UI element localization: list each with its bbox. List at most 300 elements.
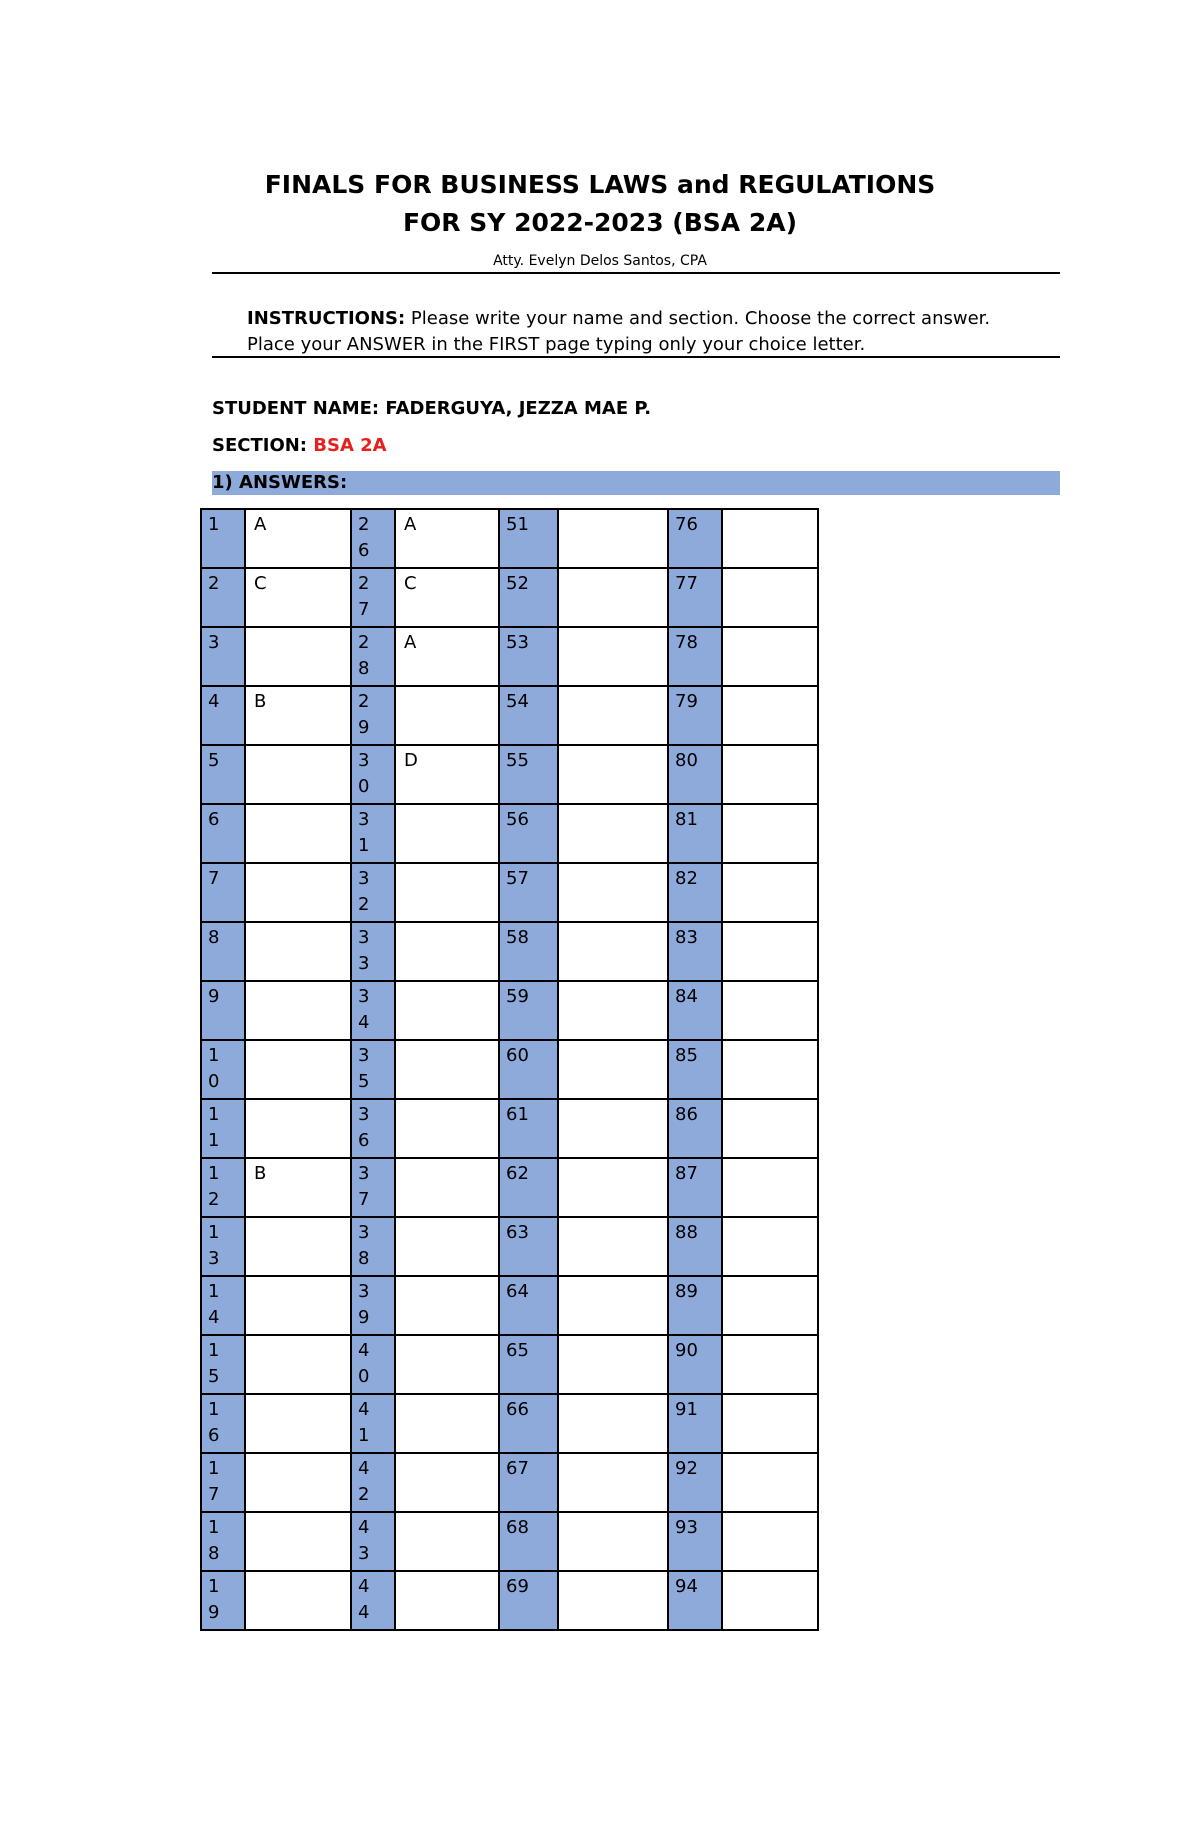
- question-number: 28: [358, 632, 370, 679]
- question-number: 16: [208, 1399, 220, 1446]
- question-number-cell: [668, 1453, 722, 1512]
- question-number: 43: [358, 1517, 370, 1564]
- answer-cell[interactable]: [558, 568, 668, 627]
- answer-value: A: [254, 514, 267, 535]
- answer-cell[interactable]: [722, 568, 818, 627]
- question-number: 59: [506, 986, 529, 1007]
- answer-value: [559, 1454, 667, 1456]
- answer-value: [396, 1277, 498, 1279]
- answer-value: [723, 1041, 817, 1043]
- author-line: Atty. Evelyn Delos Santos, CPA: [493, 253, 707, 269]
- question-number: 54: [506, 691, 529, 712]
- question-number-cell: [201, 1040, 245, 1099]
- answer-row: [201, 981, 818, 1040]
- answer-grid: [200, 508, 819, 1631]
- question-number: 8: [208, 927, 220, 948]
- answer-cell[interactable]: [245, 745, 351, 804]
- answer-value: B: [254, 691, 267, 712]
- answer-cell[interactable]: [558, 627, 668, 686]
- answer-value: [396, 805, 498, 807]
- question-number: 91: [675, 1399, 698, 1420]
- question-number: 41: [358, 1399, 370, 1446]
- question-number-cell: [201, 1394, 245, 1453]
- answer-row: [201, 627, 818, 686]
- answer-cell[interactable]: [558, 1335, 668, 1394]
- question-number: 66: [506, 1399, 529, 1420]
- answer-value: [396, 982, 498, 984]
- answer-cell[interactable]: [245, 1394, 351, 1453]
- question-number-cell: [499, 981, 558, 1040]
- question-number-cell: [351, 1217, 395, 1276]
- answer-cell[interactable]: [245, 1040, 351, 1099]
- answer-cell[interactable]: [245, 863, 351, 922]
- question-number: 39: [358, 1281, 370, 1328]
- answer-cell[interactable]: [245, 1099, 351, 1158]
- question-number-cell: [668, 1276, 722, 1335]
- answer-cell[interactable]: [395, 745, 499, 804]
- answer-cell[interactable]: [558, 509, 668, 568]
- answer-value: [396, 1454, 498, 1456]
- question-number: 38: [358, 1222, 370, 1269]
- question-number-cell: [201, 686, 245, 745]
- answer-value: [559, 982, 667, 984]
- instructions-text: Please write your name and section. Choose the correct answer. Place your ANSWER in the FIRST page typing only your choice letter.: [247, 308, 991, 355]
- answer-cell[interactable]: [395, 922, 499, 981]
- answer-cell[interactable]: [245, 804, 351, 863]
- answer-value: [396, 687, 498, 689]
- answer-value: [396, 1395, 498, 1397]
- question-number: 64: [506, 1281, 529, 1302]
- answer-cell[interactable]: [245, 1335, 351, 1394]
- question-number: 67: [506, 1458, 529, 1479]
- answer-cell[interactable]: [395, 1571, 499, 1630]
- question-number-cell: [668, 922, 722, 981]
- answer-cell[interactable]: [558, 1394, 668, 1453]
- question-number: 9: [208, 986, 220, 1007]
- question-number-cell: [201, 1335, 245, 1394]
- answer-cell[interactable]: [395, 509, 499, 568]
- question-number-cell: [351, 922, 395, 981]
- question-number-cell: [668, 1394, 722, 1453]
- answer-row: [201, 922, 818, 981]
- answer-cell[interactable]: [558, 686, 668, 745]
- question-number-cell: [499, 1276, 558, 1335]
- question-number-cell: [351, 1099, 395, 1158]
- answer-row: [201, 1512, 818, 1571]
- question-number-cell: [668, 863, 722, 922]
- answer-value: [723, 864, 817, 866]
- question-number-cell: [201, 1099, 245, 1158]
- answer-row: [201, 1394, 818, 1453]
- answer-value: [396, 1218, 498, 1220]
- question-number: 78: [675, 632, 698, 653]
- question-number-cell: [201, 922, 245, 981]
- question-number-cell: [668, 804, 722, 863]
- question-number: 11: [208, 1104, 220, 1151]
- answer-cell[interactable]: [722, 922, 818, 981]
- question-number-cell: [499, 922, 558, 981]
- answer-cell[interactable]: [558, 1158, 668, 1217]
- question-number: 94: [675, 1576, 698, 1597]
- question-number: 89: [675, 1281, 698, 1302]
- answer-cell[interactable]: [245, 1453, 351, 1512]
- answer-cell[interactable]: [722, 863, 818, 922]
- question-number-cell: [351, 1453, 395, 1512]
- answer-cell[interactable]: [558, 1217, 668, 1276]
- answer-row: [201, 568, 818, 627]
- question-number: 44: [358, 1576, 370, 1623]
- answer-value: [723, 923, 817, 925]
- answer-value: [396, 1572, 498, 1574]
- answer-value: [559, 1395, 667, 1397]
- answer-value: [246, 1336, 350, 1338]
- answer-value: A: [404, 514, 417, 535]
- question-number-cell: [201, 568, 245, 627]
- answer-cell[interactable]: [722, 1335, 818, 1394]
- question-number-cell: [499, 1394, 558, 1453]
- question-number: 40: [358, 1340, 370, 1387]
- answer-cell[interactable]: [395, 1099, 499, 1158]
- question-number-cell: [668, 627, 722, 686]
- question-number: 4: [208, 691, 220, 712]
- question-number: 84: [675, 986, 698, 1007]
- answer-value: [246, 1454, 350, 1456]
- answer-value: [723, 1100, 817, 1102]
- answer-cell[interactable]: [722, 627, 818, 686]
- answer-cell[interactable]: [395, 863, 499, 922]
- question-number: 1: [208, 514, 220, 535]
- answer-cell[interactable]: [245, 686, 351, 745]
- answer-value: [723, 746, 817, 748]
- answer-row: [201, 745, 818, 804]
- question-number-cell: [201, 804, 245, 863]
- answer-cell[interactable]: [395, 1040, 499, 1099]
- question-number-cell: [499, 1453, 558, 1512]
- answer-cell[interactable]: [245, 1158, 351, 1217]
- answer-cell[interactable]: [245, 981, 351, 1040]
- question-number-cell: [351, 568, 395, 627]
- answer-cell[interactable]: [395, 1276, 499, 1335]
- question-number-cell: [668, 1512, 722, 1571]
- answer-cell[interactable]: [558, 804, 668, 863]
- question-number: 83: [675, 927, 698, 948]
- answer-cell[interactable]: [558, 863, 668, 922]
- question-number: 3: [208, 632, 220, 653]
- answer-value: [396, 1159, 498, 1161]
- answer-cell[interactable]: [395, 568, 499, 627]
- answer-value: [723, 1218, 817, 1220]
- answer-cell[interactable]: [722, 686, 818, 745]
- question-number-cell: [351, 509, 395, 568]
- question-number-cell: [201, 981, 245, 1040]
- answer-cell[interactable]: [722, 1571, 818, 1630]
- question-number: 61: [506, 1104, 529, 1125]
- answer-cell[interactable]: [722, 745, 818, 804]
- question-number-cell: [668, 1217, 722, 1276]
- answer-value: D: [404, 750, 418, 771]
- question-number: 34: [358, 986, 370, 1033]
- question-number: 30: [358, 750, 370, 797]
- answer-cell[interactable]: [395, 627, 499, 686]
- answer-row: [201, 1099, 818, 1158]
- answer-cell[interactable]: [245, 509, 351, 568]
- answer-cell[interactable]: [722, 1453, 818, 1512]
- answer-cell[interactable]: [558, 1512, 668, 1571]
- question-number-cell: [668, 745, 722, 804]
- question-number: 55: [506, 750, 529, 771]
- question-number-cell: [351, 627, 395, 686]
- answer-value: [559, 1336, 667, 1338]
- question-number: 76: [675, 514, 698, 535]
- answer-cell[interactable]: [558, 1571, 668, 1630]
- question-number: 90: [675, 1340, 698, 1361]
- answer-value: [396, 864, 498, 866]
- question-number: 52: [506, 573, 529, 594]
- question-number: 35: [358, 1045, 370, 1092]
- answer-cell[interactable]: [245, 922, 351, 981]
- question-number-cell: [499, 509, 558, 568]
- question-number: 82: [675, 868, 698, 889]
- question-number: 85: [675, 1045, 698, 1066]
- answer-value: [723, 1159, 817, 1161]
- answer-value: [723, 628, 817, 630]
- question-number-cell: [668, 1099, 722, 1158]
- question-number: 42: [358, 1458, 370, 1505]
- answer-value: [723, 1454, 817, 1456]
- answer-row: [201, 1571, 818, 1630]
- question-number-cell: [499, 863, 558, 922]
- answer-value: [246, 628, 350, 630]
- question-number: 2: [208, 573, 220, 594]
- answer-cell[interactable]: [395, 1394, 499, 1453]
- student-name-value[interactable]: FADERGUYA, JEZZA MAE P.: [385, 398, 652, 419]
- answer-cell[interactable]: [558, 1453, 668, 1512]
- question-number: 65: [506, 1340, 529, 1361]
- question-number: 63: [506, 1222, 529, 1243]
- question-number-cell: [499, 1571, 558, 1630]
- question-number-cell: [351, 1335, 395, 1394]
- answer-cell[interactable]: [558, 1276, 668, 1335]
- question-number: 32: [358, 868, 370, 915]
- question-number: 13: [208, 1222, 220, 1269]
- question-number-cell: [201, 1512, 245, 1571]
- answer-value: [246, 1100, 350, 1102]
- answer-cell[interactable]: [245, 1571, 351, 1630]
- question-number-cell: [668, 568, 722, 627]
- question-number: 86: [675, 1104, 698, 1125]
- answer-value: [723, 1336, 817, 1338]
- question-number: 19: [208, 1576, 220, 1623]
- question-number-cell: [351, 981, 395, 1040]
- question-number: 27: [358, 573, 370, 620]
- question-number: 68: [506, 1517, 529, 1538]
- question-number-cell: [201, 863, 245, 922]
- answer-value: [246, 1395, 350, 1397]
- answers-heading: [212, 471, 1060, 495]
- answer-cell[interactable]: [245, 1276, 351, 1335]
- question-number-cell: [499, 804, 558, 863]
- answer-value: [396, 923, 498, 925]
- question-number: 87: [675, 1163, 698, 1184]
- answer-cell[interactable]: [722, 1158, 818, 1217]
- answers-heading-text: 1) ANSWERS:: [212, 472, 348, 493]
- question-number-cell: [351, 1276, 395, 1335]
- answer-cell[interactable]: [395, 1453, 499, 1512]
- answer-value: [559, 1159, 667, 1161]
- question-number: 37: [358, 1163, 370, 1210]
- question-number-cell: [499, 1335, 558, 1394]
- question-number: 33: [358, 927, 370, 974]
- answer-cell[interactable]: [245, 568, 351, 627]
- answer-value: [723, 1572, 817, 1574]
- question-number-cell: [499, 686, 558, 745]
- question-number-cell: [668, 1158, 722, 1217]
- question-number: 18: [208, 1517, 220, 1564]
- answer-cell[interactable]: [395, 1512, 499, 1571]
- question-number-cell: [668, 981, 722, 1040]
- answer-value: [559, 628, 667, 630]
- question-number: 80: [675, 750, 698, 771]
- section-row: [212, 435, 387, 456]
- question-number: 60: [506, 1045, 529, 1066]
- answer-cell[interactable]: [395, 1335, 499, 1394]
- answer-cell[interactable]: [395, 686, 499, 745]
- answer-row: [201, 1040, 818, 1099]
- answer-value: [246, 1218, 350, 1220]
- question-number-cell: [351, 686, 395, 745]
- question-number-cell: [351, 1158, 395, 1217]
- answer-value: [559, 1100, 667, 1102]
- answer-cell[interactable]: [722, 981, 818, 1040]
- answer-cell[interactable]: [722, 1276, 818, 1335]
- question-number: 7: [208, 868, 220, 889]
- answer-cell[interactable]: [722, 1217, 818, 1276]
- answer-value: [559, 1041, 667, 1043]
- question-number-cell: [351, 1571, 395, 1630]
- answer-value: [559, 510, 667, 512]
- answer-cell[interactable]: [395, 1158, 499, 1217]
- question-number: 62: [506, 1163, 529, 1184]
- answer-cell[interactable]: [558, 1099, 668, 1158]
- answer-cell[interactable]: [245, 1512, 351, 1571]
- answer-value: [559, 805, 667, 807]
- answer-cell[interactable]: [245, 1217, 351, 1276]
- question-number: 51: [506, 514, 529, 535]
- answer-cell[interactable]: [722, 804, 818, 863]
- answer-cell[interactable]: [245, 627, 351, 686]
- answer-cell[interactable]: [722, 1040, 818, 1099]
- question-number-cell: [201, 745, 245, 804]
- question-number: 57: [506, 868, 529, 889]
- question-number-cell: [351, 1394, 395, 1453]
- answer-value: C: [254, 573, 267, 594]
- answer-cell[interactable]: [722, 1512, 818, 1571]
- question-number: 10: [208, 1045, 220, 1092]
- question-number-cell: [668, 1040, 722, 1099]
- answer-value: [559, 1277, 667, 1279]
- question-number: 93: [675, 1517, 698, 1538]
- question-number-cell: [201, 509, 245, 568]
- answer-row: [201, 1276, 818, 1335]
- answer-value: [559, 746, 667, 748]
- answer-value: [559, 1513, 667, 1515]
- question-number: 26: [358, 514, 370, 561]
- answer-value: [396, 1100, 498, 1102]
- answer-row: [201, 804, 818, 863]
- answer-cell[interactable]: [558, 922, 668, 981]
- question-number-cell: [351, 1512, 395, 1571]
- answer-row: [201, 1335, 818, 1394]
- answer-value: [246, 923, 350, 925]
- question-number-cell: [351, 1040, 395, 1099]
- answer-cell[interactable]: [558, 745, 668, 804]
- question-number-cell: [499, 1040, 558, 1099]
- answer-value: [246, 1041, 350, 1043]
- answer-cell[interactable]: [395, 981, 499, 1040]
- answer-cell[interactable]: [722, 1099, 818, 1158]
- answer-row: [201, 1158, 818, 1217]
- question-number-cell: [351, 745, 395, 804]
- answer-value: [246, 982, 350, 984]
- answer-value: [723, 805, 817, 807]
- answer-cell[interactable]: [722, 509, 818, 568]
- answer-row: [201, 1453, 818, 1512]
- student-name-row: [212, 398, 651, 419]
- answer-value: [559, 864, 667, 866]
- answer-cell[interactable]: [395, 1217, 499, 1276]
- student-name-label: STUDENT NAME:: [212, 398, 386, 419]
- question-number-cell: [201, 1217, 245, 1276]
- instructions-divider: [212, 356, 1060, 358]
- question-number-cell: [499, 1158, 558, 1217]
- answer-row: [201, 1217, 818, 1276]
- answer-cell[interactable]: [558, 981, 668, 1040]
- question-number-cell: [668, 1571, 722, 1630]
- question-number: 69: [506, 1576, 529, 1597]
- answer-value: A: [404, 632, 417, 653]
- answer-value: [246, 1277, 350, 1279]
- document-title-line2: FOR SY 2022-2023 (BSA 2A): [402, 208, 798, 237]
- answer-value: [723, 1277, 817, 1279]
- question-number: 6: [208, 809, 220, 830]
- answer-cell[interactable]: [722, 1394, 818, 1453]
- question-number: 56: [506, 809, 529, 830]
- answer-cell[interactable]: [395, 804, 499, 863]
- answer-value: [246, 1513, 350, 1515]
- answer-value: [559, 1218, 667, 1220]
- question-number: 14: [208, 1281, 220, 1328]
- question-number: 36: [358, 1104, 370, 1151]
- answer-value: C: [404, 573, 417, 594]
- question-number-cell: [201, 1453, 245, 1512]
- question-number: 58: [506, 927, 529, 948]
- answer-cell[interactable]: [558, 1040, 668, 1099]
- answer-value: [723, 510, 817, 512]
- question-number: 88: [675, 1222, 698, 1243]
- question-number: 12: [208, 1163, 220, 1210]
- question-number: 31: [358, 809, 370, 856]
- answer-value: [396, 1336, 498, 1338]
- section-value[interactable]: BSA 2A: [313, 435, 387, 456]
- question-number: 79: [675, 691, 698, 712]
- question-number: 81: [675, 809, 698, 830]
- answer-row: [201, 686, 818, 745]
- answer-row: [201, 509, 818, 568]
- answer-value: [723, 569, 817, 571]
- answer-value: [246, 864, 350, 866]
- answer-value: [246, 805, 350, 807]
- answer-value: [246, 1572, 350, 1574]
